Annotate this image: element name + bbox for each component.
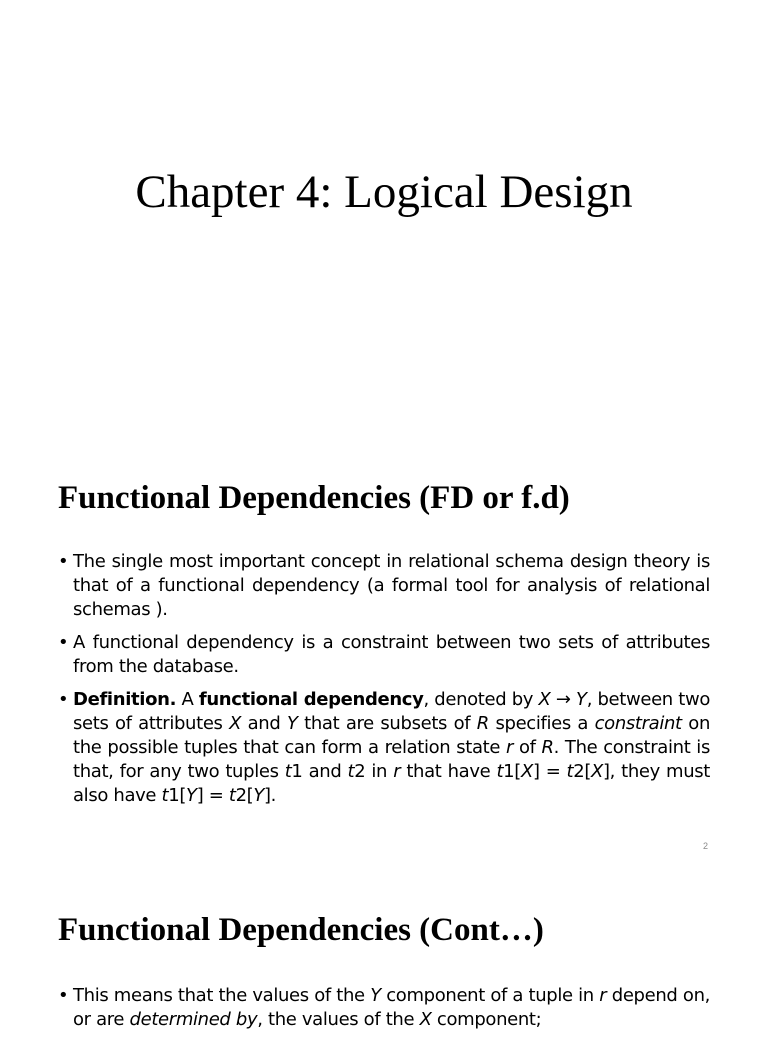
slide-heading: Functional Dependencies (FD or f.d) [58, 480, 570, 516]
term-functional-dependency: functional dependency [198, 689, 424, 710]
slide-heading: Functional Dependencies (Cont…) [58, 912, 544, 948]
bullet-item: • A functional dependency is a constraint between two sets of attributes from the database. [58, 631, 710, 679]
chapter-title: Chapter 4: Logical Design [135, 166, 633, 218]
bullet-list [58, 984, 710, 1041]
definition-label: Definition. [73, 689, 177, 710]
definition-bullet: • Definition. A functional dependency, denoted by X → Y, between two sets of attributes X and Y that are subsets of R specifies a constraint on the possible tuples that can form a relation state r of R. The constraint is that, for any two tuples t1 and t2 in r that have t1[X] = t2[X], they must also have t1[Y] = t2[Y]. [58, 688, 710, 808]
functional-dependencies-slide [0, 432, 768, 864]
slide-number: 2 [702, 841, 708, 851]
bullet-item: • The single most important concept in relational schema design theory is that of a functional dependency (a formal tool for analysis of relational schemas ). [58, 550, 710, 622]
title-slide [0, 0, 768, 432]
bullet-item: • This means that the values of the Y component of a tuple in r depend on, or are determined by, the values of the X component; [58, 984, 710, 1032]
functional-dependencies-cont-slide [0, 864, 768, 1030]
bullet-list [58, 550, 710, 817]
